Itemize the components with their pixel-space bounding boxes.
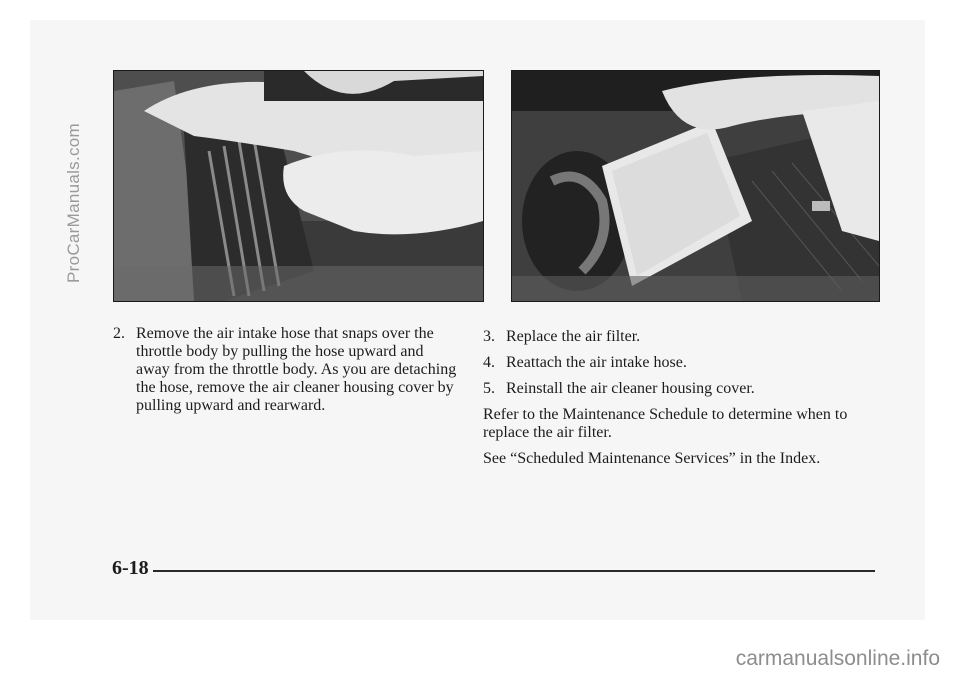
right-column bbox=[483, 328, 883, 476]
photo-replace-air-filter bbox=[511, 70, 880, 302]
side-watermark: ProCarManuals.com bbox=[64, 122, 83, 284]
step-text: Reattach the air intake hose. bbox=[506, 354, 687, 371]
index-reference-paragraph: See “Scheduled Maintenance Services” in the Index. bbox=[483, 450, 821, 467]
step-text: Remove the air intake hose that snaps over the throttle body by pulling the hose upward and away from the throttle body. As you are detaching the hose, remove the air cleaner housing cover by pulling upward and rearward. bbox=[136, 325, 457, 414]
step-number: 3. bbox=[483, 328, 495, 345]
photo-remove-intake-hose-image bbox=[114, 71, 483, 301]
step-text: Reinstall the air cleaner housing cover. bbox=[506, 380, 755, 397]
step-number: 5. bbox=[483, 380, 495, 397]
step-item bbox=[483, 328, 883, 346]
maintenance-paragraph: Refer to the Maintenance Schedule to determine when to replace the air filter. bbox=[483, 406, 848, 441]
footer-rule bbox=[153, 570, 875, 572]
photo-replace-air-filter-image bbox=[512, 71, 879, 301]
page-number: 6-18 bbox=[112, 557, 149, 579]
photo-remove-intake-hose bbox=[113, 70, 484, 302]
bottom-watermark: carmanualsonline.info bbox=[735, 647, 940, 670]
step-item bbox=[483, 380, 883, 398]
step-text: Replace the air filter. bbox=[506, 328, 641, 345]
step-item bbox=[113, 325, 458, 415]
left-column bbox=[113, 325, 458, 423]
step-number: 4. bbox=[483, 354, 495, 371]
step-item bbox=[483, 354, 883, 372]
step-number: 2. bbox=[113, 325, 125, 342]
